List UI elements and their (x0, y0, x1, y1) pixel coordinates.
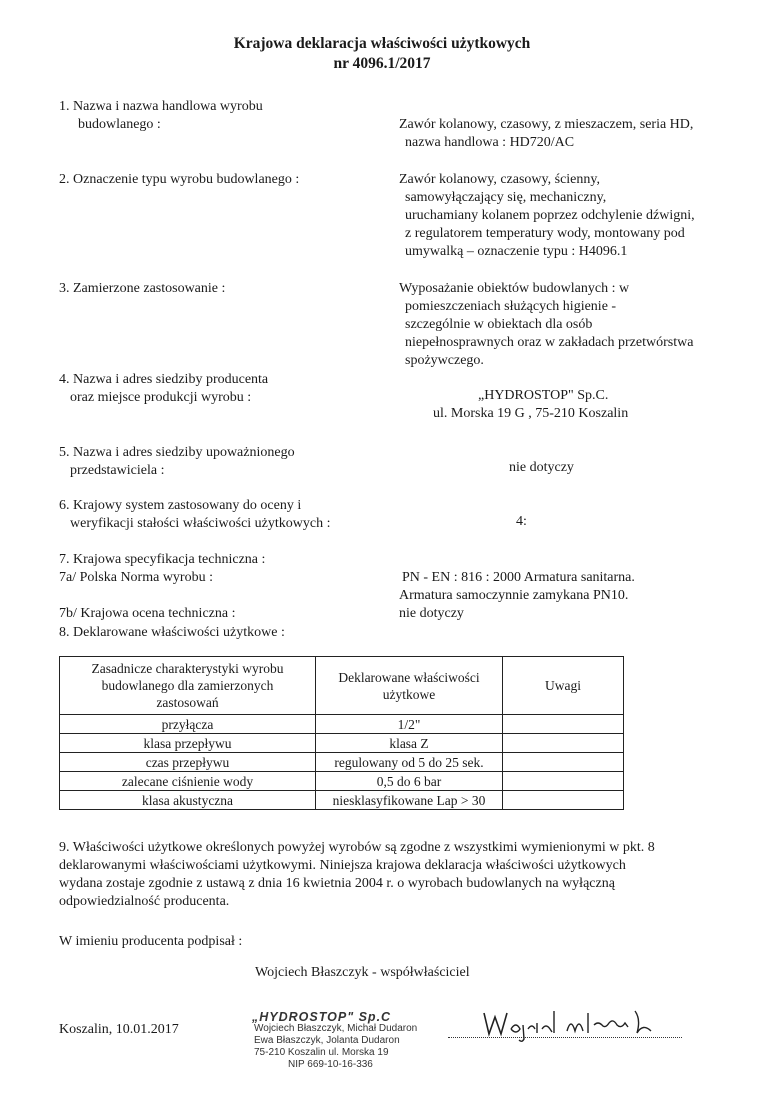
document-number: nr 4096.1/2017 (333, 55, 431, 72)
s8-label: 8. Deklarowane właściwości użytkowe : (59, 625, 285, 640)
table-row (60, 791, 624, 810)
cell-remarks (503, 753, 624, 772)
stamp-owners-1: Wojciech Błaszczyk, Michał Dudaron (254, 1023, 418, 1034)
cell-characteristic: przyłącza (60, 715, 316, 734)
s7a-value-line2: Armatura samoczynnie zamykana PN10. (399, 588, 629, 603)
s5-label-line1: 5. Nazwa i adres siedziby upoważnionego (59, 445, 295, 460)
stamp-address: 75-210 Koszalin ul. Morska 19 (254, 1047, 389, 1058)
s3-value-line1: Wyposażanie obiektów budowlanych : w (399, 281, 630, 296)
properties-table (59, 656, 624, 810)
statement-line4: odpowiedzialność producenta. (59, 894, 230, 909)
s7b-label: 7b/ Krajowa ocena techniczna : (59, 606, 236, 621)
header-remarks: Uwagi (503, 657, 624, 715)
document-title: Krajowa deklaracja właściwości użytkowych (233, 35, 531, 52)
cell-value: 1/2" (316, 715, 503, 734)
s2-value-line2: samowyłączający się, mechaniczny, (405, 190, 607, 205)
table-header-row (60, 657, 624, 715)
statement-line3: wydana zostaje zgodnie z ustawą z dnia 16 kwietnia 2004 r. o wyrobach budowlanych na wyłączną (59, 876, 615, 891)
s1-label-line1: 1. Nazwa i nazwa handlowa wyrobu (59, 99, 263, 114)
s1-value-line1: Zawór kolanowy, czasowy, z mieszaczem, seria HD, (399, 117, 694, 132)
s7a-label: 7a/ Polska Norma wyrobu : (59, 570, 213, 585)
cell-characteristic: klasa akustyczna (60, 791, 316, 810)
s4-label-line2: oraz miejsce produkcji wyrobu : (70, 390, 252, 405)
s5-value: nie dotyczy (509, 460, 574, 475)
table-row (60, 753, 624, 772)
s2-label-line1: 2. Oznaczenie typu wyrobu budowlanego : (59, 172, 300, 187)
cell-value: regulowany od 5 do 25 sek. (316, 753, 503, 772)
cell-remarks (503, 734, 624, 753)
cell-value: 0,5 do 6 bar (316, 772, 503, 791)
s1-value-line2: nazwa handlowa : HD720/AC (405, 135, 575, 150)
signer-name: Wojciech Błaszczyk - współwłaściciel (255, 965, 470, 980)
s3-value-line5: spożywczego. (405, 353, 484, 368)
stamp-nip: NIP 669-10-16-336 (288, 1059, 373, 1070)
cell-characteristic: czas przepływu (60, 753, 316, 772)
s7-label-line1: 7. Krajowa specyfikacja techniczna : (59, 552, 266, 567)
s6-label-line1: 6. Krajowy system zastosowany do oceny i (59, 498, 302, 513)
s2-value-line3: uruchamiany kolanem poprzez odchylenie dźwigni, (405, 208, 695, 223)
s2-value-line5: umywalką – oznaczenie typu : H4096.1 (405, 244, 628, 259)
cell-characteristic: klasa przepływu (60, 734, 316, 753)
s4-label-line1: 4. Nazwa i adres siedziby producenta (59, 372, 269, 387)
s4-value-line2: ul. Morska 19 G , 75-210 Koszalin (433, 406, 629, 421)
handwritten-signature (470, 1003, 690, 1043)
cell-value: klasa Z (316, 734, 503, 753)
stamp-owners-2: Ewa Błaszczyk, Jolanta Dudaron (254, 1035, 400, 1046)
s3-value-line4: niepełnosprawnych oraz w zakładach przetwórstwa (405, 335, 694, 350)
table-row (60, 734, 624, 753)
company-stamp (240, 1011, 420, 1077)
s6-label-line2: weryfikacji stałości właściwości użytkowych : (70, 516, 331, 531)
statement-line1: 9. Właściwości użytkowe określonych powyżej wyrobów są zgodne z wszystkimi wymienionymi w pkt. 8 (59, 840, 655, 855)
cell-remarks (503, 715, 624, 734)
s7a-value-line1: PN - EN : 816 : 2000 Armatura sanitarna. (402, 570, 635, 585)
cell-remarks (503, 772, 624, 791)
s4-value-line1: „HYDROSTOP" Sp.C. (478, 388, 609, 403)
s2-value-line4: z regulatorem temperatury wody, montowany pod (405, 226, 685, 241)
s3-label-line1: 3. Zamierzone zastosowanie : (59, 281, 226, 296)
s1-label-line2: budowlanego : (78, 117, 161, 132)
s3-value-line2: pomieszczeniach służących higienie - (405, 299, 617, 314)
s2-value-line1: Zawór kolanowy, czasowy, ścienny, (399, 172, 600, 187)
s3-value-line3: szczególnie w obiektach dla osób (405, 317, 593, 332)
header-characteristics: Zasadnicze charakterystyki wyrobu budowlanego dla zamierzonych zastosowań (60, 657, 316, 715)
signed-by-label: W imieniu producenta podpisał : (59, 934, 243, 949)
place-date: Koszalin, 10.01.2017 (59, 1022, 179, 1037)
statement-line2: deklarowanymi właściwościami użytkowymi. Niniejsza krajowa deklaracja właściwości użytkowych (59, 858, 626, 873)
cell-remarks (503, 791, 624, 810)
header-declared-values: Deklarowane właściwości użytkowe (316, 657, 503, 715)
s6-value: 4: (516, 514, 527, 529)
table-row (60, 772, 624, 791)
cell-value: niesklasyfikowane Lap > 30 (316, 791, 503, 810)
stamp-brand: „HYDROSTOP" Sp.C (252, 1011, 392, 1024)
s7b-value: nie dotyczy (399, 606, 464, 621)
table-row (60, 715, 624, 734)
cell-characteristic: zalecane ciśnienie wody (60, 772, 316, 791)
s5-label-line2: przedstawiciela : (70, 463, 165, 478)
